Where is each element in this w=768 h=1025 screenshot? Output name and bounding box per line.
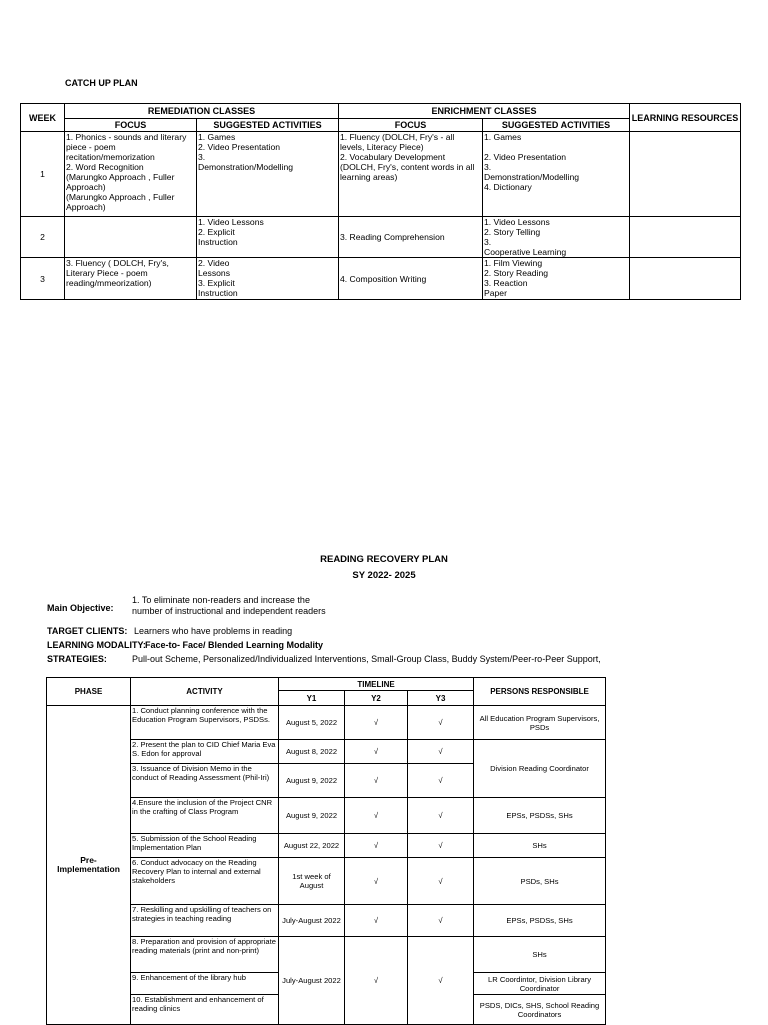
catchup-title: CATCH UP PLAN: [65, 78, 138, 88]
rem-activities-cell: 1. Video Lessons 2. Explicit Instruction: [197, 217, 339, 258]
week-cell: 1: [21, 132, 65, 217]
activity-cell: 8. Preparation and provision of appropriate reading materials (print and non-print): [131, 937, 279, 973]
table-row: [21, 132, 741, 217]
activity-cell: 3. Issuance of Division Memo in the conduct of Reading Assessment (Phil-Iri): [131, 764, 279, 798]
activity-cell: 5. Submission of the School Reading Implementation Plan: [131, 834, 279, 858]
resources-cell: [630, 132, 741, 217]
enrichment-header: ENRICHMENT CLASSES: [339, 104, 630, 119]
persons-cell: PSDS, DICs, SHS, School Reading Coordinators: [474, 995, 606, 1025]
y2-check: √: [345, 798, 408, 834]
persons-cell: SHs: [474, 834, 606, 858]
y2-check: √: [345, 706, 408, 740]
recovery-sy: SY 2022- 2025: [352, 570, 416, 581]
rem-activities-header: SUGGESTED ACTIVITIES: [197, 119, 339, 132]
target-value: Learners who have problems in reading: [134, 626, 293, 636]
rem-focus-cell: [65, 217, 197, 258]
activity-cell: 6. Conduct advocacy on the Reading Recovery Plan to internal and external stakeholders: [131, 858, 279, 905]
y3-check: √: [408, 834, 474, 858]
resources-header: LEARNING RESOURCES: [630, 104, 741, 132]
y3-check: √: [408, 740, 474, 764]
table-row: [21, 217, 741, 258]
persons-cell: EPSs, PSDSs, SHs: [474, 798, 606, 834]
recovery-title: READING RECOVERY PLAN: [320, 554, 448, 565]
enr-activities-header: SUGGESTED ACTIVITIES: [483, 119, 630, 132]
strategies-value: Pull-out Scheme, Personalized/Individualized Interventions, Small-Group Class, Buddy System/Peer-ro-Peer Support,: [132, 654, 601, 664]
y1-cell: August 22, 2022: [279, 834, 345, 858]
phase-header: PHASE: [47, 678, 131, 706]
table-row: [47, 834, 606, 858]
activity-cell: 2. Present the plan to CID Chief Maria Eva S. Edon for approval: [131, 740, 279, 764]
y3-check: √: [408, 905, 474, 937]
recovery-table: [46, 677, 606, 1025]
y1-cell: August 5, 2022: [279, 706, 345, 740]
y1-cell: 1st week of August: [279, 858, 345, 905]
enr-focus-header: FOCUS: [339, 119, 483, 132]
y3-header: Y3: [408, 691, 474, 706]
y2-check: √: [345, 905, 408, 937]
enr-activities-cell: 1. Games 2. Video Presentation 3. Demonstration/Modelling 4. Dictionary: [483, 132, 630, 217]
rem-focus-header: FOCUS: [65, 119, 197, 132]
resources-cell: [630, 258, 741, 300]
y1-cell: August 8, 2022: [279, 740, 345, 764]
persons-cell: LR Coordintor, Division Library Coordinator: [474, 973, 606, 995]
y3-check: √: [408, 798, 474, 834]
enr-activities-cell: 1. Video Lessons 2. Story Telling 3. Cooperative Learning: [483, 217, 630, 258]
y2-header: Y2: [345, 691, 408, 706]
activity-cell: 10. Establishment and enhancement of reading clinics: [131, 995, 279, 1025]
timeline-header: TIMELINE: [279, 678, 474, 691]
activity-header: ACTIVITY: [131, 678, 279, 706]
enr-activities-cell: 1. Film Viewing 2. Story Reading 3. Reaction Paper: [483, 258, 630, 300]
y3-check: √: [408, 858, 474, 905]
modality-value: Face-to- Face/ Blended Learning Modality: [145, 640, 324, 650]
y1-cell: July-August 2022: [279, 905, 345, 937]
y2-check: √: [345, 858, 408, 905]
main-objective-label: Main Objective:: [47, 603, 114, 613]
activity-cell: 7. Reskilling and upskilling of teachers on strategies in teaching reading: [131, 905, 279, 937]
persons-header: PERSONS RESPONSIBLE: [474, 678, 606, 706]
table-row: [47, 740, 606, 764]
y2-check: √: [345, 937, 408, 1025]
enr-focus-cell: 1. Fluency (DOLCH, Fry's - all levels, Literacy Piece) 2. Vocabulary Development (DOLCH, Fry's, content words in all learning areas): [339, 132, 483, 217]
catchup-table: [20, 103, 741, 300]
rem-focus-cell: 1. Phonics - sounds and literary piece - poem recitation/memorization 2. Word Recognition (Marungko Approach , Fuller Approach) (Marungko Approach , Fuller Approach): [65, 132, 197, 217]
modality-label: LEARNING MODALITY:: [47, 640, 146, 650]
rem-activities-cell: 1. Games 2. Video Presentation 3. Demonstration/Modelling: [197, 132, 339, 217]
persons-cell: Division Reading Coordinator: [474, 740, 606, 798]
y2-check: √: [345, 764, 408, 798]
week-header: WEEK: [21, 104, 65, 132]
phase-cell: Pre- Implementation: [47, 706, 131, 1025]
y1-header: Y1: [279, 691, 345, 706]
y2-check: √: [345, 740, 408, 764]
target-label: TARGET CLIENTS:: [47, 626, 128, 636]
table-row: [47, 937, 606, 973]
persons-cell: All Education Program Supervisors, PSDs: [474, 706, 606, 740]
table-row: [21, 258, 741, 300]
y1-cell: August 9, 2022: [279, 798, 345, 834]
y3-check: √: [408, 764, 474, 798]
table-row: [47, 798, 606, 834]
enr-focus-cell: 3. Reading Comprehension: [339, 217, 483, 258]
table-row: [47, 706, 606, 740]
remediation-header: REMEDIATION CLASSES: [65, 104, 339, 119]
rem-activities-cell: 2. Video Lessons 3. Explicit Instruction: [197, 258, 339, 300]
y3-check: √: [408, 706, 474, 740]
y2-check: √: [345, 834, 408, 858]
week-cell: 3: [21, 258, 65, 300]
activity-cell: 9. Enhancement of the library hub: [131, 973, 279, 995]
week-cell: 2: [21, 217, 65, 258]
y3-check: √: [408, 937, 474, 1025]
strategies-label: STRATEGIES:: [47, 654, 107, 664]
activity-cell: 4.Ensure the inclusion of the Project CNR in the crafting of Class Program: [131, 798, 279, 834]
persons-cell: SHs: [474, 937, 606, 973]
enr-focus-cell: 4. Composition Writing: [339, 258, 483, 300]
table-row: [47, 858, 606, 905]
activity-cell: 1. Conduct planning conference with the Education Program Supervisors, PSDSs.: [131, 706, 279, 740]
y1-cell: July-August 2022: [279, 937, 345, 1025]
y1-cell: August 9, 2022: [279, 764, 345, 798]
main-objective: 1. To eliminate non-readers and increase the number of instructional and independent readers: [132, 595, 326, 616]
persons-cell: PSDs, SHs: [474, 858, 606, 905]
resources-cell: [630, 217, 741, 258]
table-row: [47, 905, 606, 937]
rem-focus-cell: 3. Fluency ( DOLCH, Fry's, Literary Piece - poem reading/mmeorization): [65, 258, 197, 300]
persons-cell: EPSs, PSDSs, SHs: [474, 905, 606, 937]
